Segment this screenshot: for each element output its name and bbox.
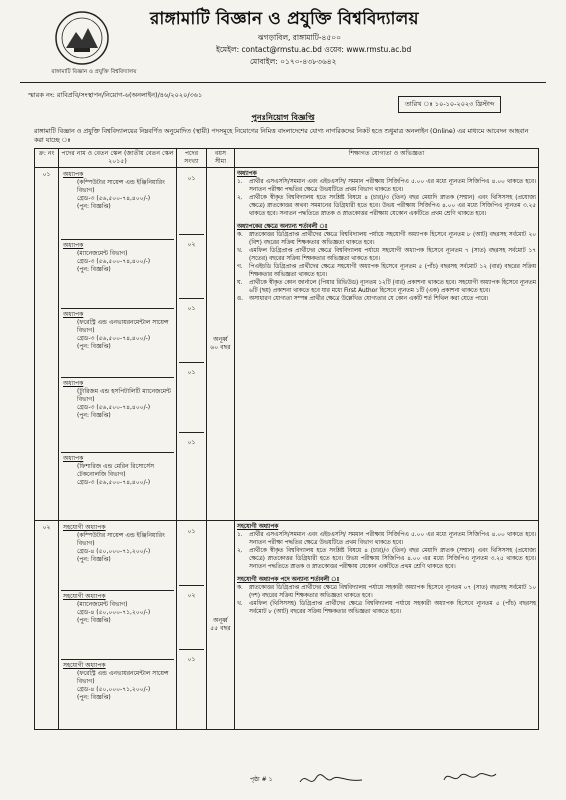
condition-item <box>237 280 536 296</box>
post-cell <box>59 521 177 730</box>
item-text: প্রার্থীকে স্বীকৃত কোন জার্নালে (পিয়ার রিভিউড) ন্যূনতম ১২টি (বার) প্রকাশনা থাকতে হবে। সহযোগী অধ্যাপক হিসেবে ন্যূনতম ৬টি (ছয়) প্রকাশনা থাকতে হবে যার মধ্যে First Author হিসেবে ন্যূনতম ১টি (এক) প্রকাশনা থাকতে হবে। <box>249 279 536 294</box>
item-marker: ১. <box>237 178 243 185</box>
qualification-cell <box>235 168 539 521</box>
condition-item <box>237 232 536 248</box>
address: ঝগড়াবিল, রাঙ্গামাটি-৪৫০০ <box>258 33 342 42</box>
post-cell <box>59 168 177 521</box>
item-text: স্নাতকোত্তর ডিগ্রিপ্রাপ্ত প্রার্থীদের ক্ষেত্রে বিশ্ববিদ্যালয় পর্যায়ে সহকারী অধ্যাপক হিসেবে ন্যূনতম ০৭ (সাত) বছরসহ সর্বমোট ১০ (দশ) বছরের সক্রিয় শিক্ষকতার অভিজ্ঞতা থাকতে হবে। <box>249 585 536 600</box>
item-text: প্রার্থীর এসএসসি/সমমান এবং এইচএসসি/ সমমান পরীক্ষায় সিজিপিএ ৫.০০ এর মধ্যে ন্যূনতম সিজিপিএ ৪.০০ থাকতে হবে। সনাতন পরীক্ষা পদ্ধতির ক্ষেত্রে উভয়টিতে প্রথম বিভাগ থাকতে হবে। <box>249 178 536 193</box>
post-title: অধ্যাপক <box>63 455 84 462</box>
qualification-item <box>237 548 536 572</box>
post-note: (পুন: বিজ্ঞপ্তি) <box>77 556 111 563</box>
item-marker: ২. <box>237 194 243 201</box>
count-cell <box>177 168 207 521</box>
item-marker: ১. <box>237 531 243 538</box>
post-grade: গ্রেড-৩ (৫৬,৫০০-৭৪,৪০০/-) <box>77 335 151 342</box>
item-text: এমফিল (থিসিসসহ) ডিগ্রিপ্রাপ্ত প্রার্থীদের ক্ষেত্রে বিশ্ববিদ্যালয় পর্যায়ে সহকারী অধ্যাপক হিসেবে ন্যূনতম ৫ (পাঁচ) বছরসহ সর্বমোট ৮ (আট) বছরের সক্রিয় শিক্ষকতার অভিজ্ঞতা থাকতে হবে। <box>249 601 536 616</box>
signature-right <box>440 766 500 788</box>
post-title: সহযোগী অধ্যাপক <box>63 524 106 531</box>
item-text: প্রার্থীকে স্বীকৃত বিশ্ববিদ্যালয় হতে সংশ্লিষ্ট বিষয়ে ৪ (চার)/৩ (তিন) বছর মেয়াদি স্নাতক (সম্মান) এবং থিসিসসহ (প্রযোজ্য ক্ষেত্রে) স্নাতকোত্তর অথবা সমমানের ডিগ্রিধারী হতে হবে। উভয় পরীক্ষায় সিজিপিএ ৪.০০ এর মধ্যে সিজিপিএ ন্যূনতম ৩.২৫ থাকতে হবে। সনাতন পদ্ধতিতে স্নাতক ও স্নাতকোত্তর পরীক্ষায় যেকোন একটিতে প্রথম শ্রেণি থাকতে হবে। <box>249 194 536 217</box>
header-divider <box>20 82 546 83</box>
conditions-heading: সহযোগী অধ্যাপক পদে অন্যান্য শর্তাবলী ঃ <box>237 577 340 584</box>
item-marker: ২. <box>237 547 243 554</box>
post-grade: গ্রেড-৩ (৫৬,৫০০-৭৪,৪০০/-) <box>77 404 151 411</box>
serial-cell: ০২ <box>35 521 59 730</box>
qualification-heading: সহযোগী অধ্যাপক <box>237 524 279 530</box>
item-marker: খ. <box>237 601 243 608</box>
post-block <box>61 660 174 728</box>
item-text: অসাধারণ যোগ্যতা সম্পন্ন প্রার্থীর ক্ষেত্রে উল্লেখিত যোগ্যতার যে কোন একটি শর্ত শিথিল করা যেতে পারে। <box>249 295 489 302</box>
table-row <box>35 521 539 730</box>
memo-number: স্মারক নং: রাবিপ্রবি/সংস্থাপন/নিয়োগ-৬(অনলাইন)/৪৬/২০২০/৩৬১ <box>28 91 203 99</box>
post-count: ০২ <box>179 586 204 650</box>
post-dept: (ফরেস্ট্রি এন্ড এনভায়রনমেন্টাল সায়েন্স বিভাগ) <box>77 670 169 685</box>
post-block <box>61 309 174 378</box>
item-marker: গ. <box>237 263 243 270</box>
post-dept: (কম্পিউটার সায়েন্স এন্ড ইঞ্জিনিয়ারিং বিভাগ) <box>77 532 165 547</box>
email-web: ইমেইল: contact@rmstu.ac.bd ওয়েব: www.rmstu.ac.bd <box>216 45 412 54</box>
item-text: পিএইচডি ডিগ্রিপ্রাপ্ত প্রার্থীদের ক্ষেত্রে সহযোগী অধ্যাপক হিসেবে ন্যূনতম ৫ (পাঁচ) বছরসহ সর্বমোট ১২ (বার) বছরের সক্রিয় শিক্ষকতার অভিজ্ঞতা থাকতে হবে। <box>249 263 536 278</box>
item-marker: ক. <box>237 585 243 592</box>
qualification-heading: অধ্যাপক <box>237 171 257 177</box>
condition-item <box>237 601 536 617</box>
post-grade: গ্রেড-৩ (৫৬,৫০০-৭৪,৪০০/-) <box>77 479 151 486</box>
conditions-heading: অধ্যাপকের ক্ষেত্রে অন্যান্য শর্তাবলী ঃ <box>237 224 328 231</box>
post-note: (পুন: বিজ্ঞপ্তি) <box>77 617 111 624</box>
item-text: প্রার্থীকে স্বীকৃত বিশ্ববিদ্যালয় হতে সংশ্লিষ্ট বিষয়ে ৪ (চার)/৩ (তিন) বছর মেয়াদি স্নাতক (সম্মান) এবং থিসিসসহ (প্রযোজ্য ক্ষেত্রে) স্নাতকোত্তর ডিগ্রিধারী হতে হবে। উভয় পরীক্ষায় সিজিপিএ ৪.০০ এর মধ্যে সিজিপিএ ন্যূনতম ৩.২৫ থাকতে হবে। সনাতন পদ্ধতিতে স্নাতক ও স্নাতকোত্তর পরীক্ষায় যেকোন একটিতে প্রথম শ্রেণি থাকতে হবে। <box>249 547 536 570</box>
age-limit: অনূর্ধ্ব ৫৫ বছর <box>207 521 235 730</box>
header-sl: ক্র: নং <box>35 149 59 168</box>
item-marker: ঙ. <box>237 295 244 302</box>
qualification-item <box>237 195 536 219</box>
logo-caption: রাঙ্গামাটি বিজ্ঞান ও প্রযুক্তি বিশ্ববিদ্যালয় <box>51 69 137 75</box>
post-dept: (ম্যানেজমেন্ট বিভাগ) <box>77 601 128 608</box>
post-grade: গ্রেড-৩ (৫৬,৫০০-৭৪,৪০০/-) <box>77 195 151 202</box>
post-count: ০১ <box>187 439 196 446</box>
header-count: পদের সংখ্যা <box>177 149 207 168</box>
signature-left <box>296 770 366 790</box>
post-grade: গ্রেড-৩ (৫৬,৫০০-৭৪,৪০০/-) <box>77 258 151 265</box>
post-note: (পুন: বিজ্ঞপ্তি) <box>77 266 111 273</box>
date-box: তারিখ ঃ ১০-১০-২০২৩ খ্রিস্টাব্দ <box>398 96 501 113</box>
post-dept: (ম্যানেজমেন্ট বিভাগ) <box>77 250 128 257</box>
table-header-row <box>35 149 539 168</box>
serial-cell: ০১ <box>35 168 59 521</box>
post-count: ০১ <box>179 363 204 433</box>
post-count: ০১ <box>187 656 196 663</box>
item-marker: ঘ. <box>237 279 243 286</box>
condition-item <box>237 585 536 601</box>
post-note: (পুন: বিজ্ঞপ্তি) <box>77 203 111 210</box>
header-age: বয়স সীমা <box>207 149 235 168</box>
post-dept: (ট্যুরিজম এন্ড হসপিটালিটি ম্যানেজমেন্ট বিভাগ) <box>77 388 171 403</box>
post-title: অধ্যাপক <box>63 242 84 249</box>
university-logo <box>52 10 112 66</box>
condition-item <box>237 264 536 280</box>
post-block <box>61 169 174 240</box>
item-text: স্নাতকোত্তর ডিগ্রিপ্রাপ্ত প্রার্থীদের ক্ষেত্রে বিশ্ববিদ্যালয় পর্যায়ে সহযোগী অধ্যাপক হিসেবে ন্যূনতম ৮ (আট) বছরসহ সর্বমোট ২০ (বিশ) বছরের সক্রিয় শিক্ষকতার অভিজ্ঞতা থাকতে হবে। <box>249 232 536 247</box>
item-text: এমফিল ডিগ্রিপ্রাপ্ত প্রার্থীদের ক্ষেত্রে বিশ্ববিদ্যালয় পর্যায়ে সহযোগী অধ্যাপক হিসেবে ন্যূনতম ৭ (সাত) বছরসহ সর্বমোট ১৭ (সতের) বছরের সক্রিয় শিক্ষকতার অভিজ্ঞতা থাকতে হবে। <box>249 248 536 263</box>
post-block <box>61 378 174 453</box>
table-row <box>35 168 539 521</box>
post-title: অধ্যাপক <box>63 380 84 387</box>
post-title: সহযোগী অধ্যাপক <box>63 662 106 669</box>
post-grade: গ্রেড-৪ (৫০,০০০-৭১,২০০/-) <box>77 548 151 555</box>
post-block <box>61 522 174 591</box>
header-post: পদের নাম ও বেতন স্কেল (জাতীয় বেতন স্কেল ২০১৫) <box>59 149 177 168</box>
condition-item <box>237 296 536 304</box>
post-note: (পুন: বিজ্ঞপ্তি) <box>77 412 111 419</box>
item-text: প্রার্থীর এসএসসি/সমমান এবং এইচএসসি/ সমমান পরীক্ষায় সিজিপিএ ৫.০০ এর মধ্যে ন্যূনতম সিজিপিএ ৪.০০ থাকতে হবে। সনাতন পরীক্ষা পদ্ধতির ক্ষেত্রে উভয়টিতে প্রথম বিভাগ থাকতে হবে। <box>249 531 536 546</box>
condition-item <box>237 248 536 264</box>
vacancy-table <box>34 148 539 730</box>
age-limit: অনূর্ধ্ব ৬০ বছর <box>207 168 235 521</box>
intro-text: রাঙ্গামাটি বিজ্ঞান ও প্রযুক্তি বিশ্ববিদ্যালয়ের নিম্নবর্ণিত অনুমোদিত (স্থায়ী) পদসমূহে নিয়োগের নিমিত্ত বাংলাদেশের যোগ্য নাগরিকদের নিকট হতে শুধুমাত্র অনলাইন (Online) এর মাধ্যমে আবেদন আহবান করা যাচ্ছে ঃ <box>34 128 529 145</box>
count-cell <box>177 521 207 730</box>
post-note: (পুন: বিজ্ঞপ্তি) <box>77 694 111 701</box>
qualification-cell <box>235 521 539 730</box>
post-note: (পুন: বিজ্ঞপ্তি) <box>77 343 111 350</box>
post-title: অধ্যাপক <box>63 311 84 318</box>
page-number: পৃষ্ঠা # ১ <box>250 776 273 783</box>
post-count: ০১ <box>179 522 204 586</box>
notice-title: পুনঃনিয়োগ বিজ্ঞপ্তি <box>251 113 315 122</box>
post-dept: (ফিশারিজ এন্ড মেরিন রিসোর্সেস টেকনোলজি বিভাগ) <box>77 463 155 478</box>
post-count: ০১ <box>179 169 204 235</box>
header-qualification: শিক্ষাগত যোগ্যতা ও অভিজ্ঞতা <box>235 149 539 168</box>
university-name: রাঙ্গামাটি বিজ্ঞান ও প্রযুক্তি বিশ্ববিদ্যালয় <box>150 9 419 29</box>
post-dept: (ফরেস্ট্রি এন্ড এনভায়রনমেন্টাল সায়েন্স বিভাগ) <box>77 319 169 334</box>
post-count: ০১ <box>179 299 204 363</box>
post-block <box>61 591 174 660</box>
post-block <box>61 453 174 519</box>
post-count: ০২ <box>179 235 204 299</box>
post-title: সহযোগী অধ্যাপক <box>63 593 106 600</box>
item-marker: খ. <box>237 248 243 255</box>
post-grade: গ্রেড-৪ (৫০,০০০-৭১,২০০/-) <box>77 609 151 616</box>
mobile: মোবাইল: ০১৭০-৪৩৮৩৬৪২ <box>250 57 337 66</box>
item-marker: ক. <box>237 232 243 239</box>
post-grade: গ্রেড-৪ (৫০,০০০-৭১,২০০/-) <box>77 686 151 693</box>
post-dept: (কম্পিউটার সায়েন্স এন্ড ইঞ্জিনিয়ারিং বিভাগ) <box>77 179 165 194</box>
post-block <box>61 240 174 309</box>
qualification-item <box>237 532 536 548</box>
post-title: অধ্যাপক <box>63 171 84 178</box>
qualification-item <box>237 179 536 195</box>
